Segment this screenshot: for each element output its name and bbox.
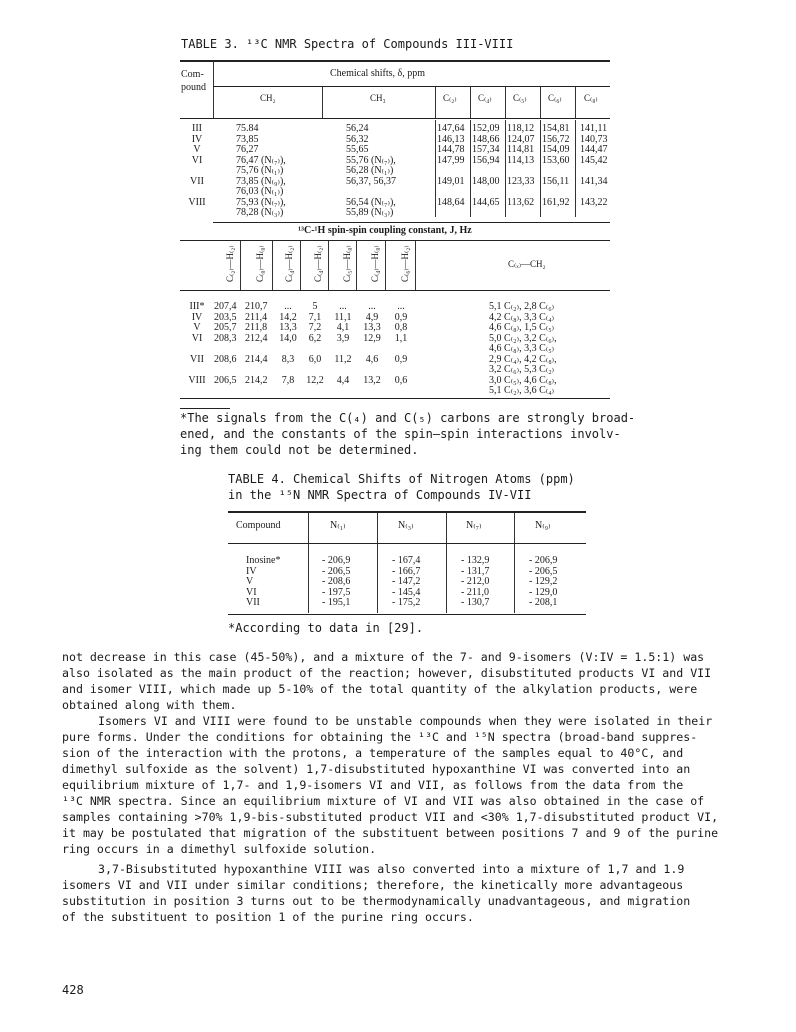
table3-bottom-rule [180, 398, 610, 399]
table4-bottom-rule [228, 614, 586, 615]
table3-compound-column: III IV V VI VII VIII [188, 123, 206, 208]
body-para1-line-4: obtained along with them. [62, 698, 237, 712]
table3-coupling-col-5: C₍₅₎—H₍₈₎ [342, 245, 352, 282]
table3-coupling-body-rule [180, 290, 610, 291]
table4-n7-column: - 132,9 - 131,7 - 212,0 - 211,0 - 130,7 [461, 555, 490, 608]
table4-divider [446, 513, 447, 613]
table3-divider [435, 120, 436, 217]
table3-divider [322, 87, 323, 118]
body-para1-line-1: not decrease in this case (45-50%), and a mixture of the 7- and 9-isomers (V:IV = 1.5:1) was [62, 650, 705, 664]
table3-j3-column: ... 14,2 13,3 14,0 8,3 7,8 [279, 301, 297, 386]
table3-divider [575, 87, 576, 118]
table4-n9-column: - 206,9 - 206,5 - 129,2 - 129,0 - 208,1 [529, 555, 558, 608]
table3-divider [435, 87, 436, 118]
table4-col-n3: N₍₃₎ [398, 520, 414, 531]
table3-c2-column: 147,64 146,13 144,78 147,99 149,01 148,64 [437, 123, 465, 208]
table3-divider [213, 61, 214, 118]
table3-coupling-compound-column: III* IV V VI VII VIII [188, 301, 206, 386]
table4-n3-column: - 167,4 - 166,7 - 147,2 - 145,4 - 175,2 [392, 555, 421, 608]
table3-top-rule [180, 60, 610, 62]
table4-col-n9: N₍₉₎ [535, 520, 551, 531]
table3-j5-column: ... 11,1 4,1 3,9 11,2 4,4 [334, 301, 352, 386]
table4-col-n7: N₍₇₎ [466, 520, 482, 531]
table3-divider [300, 241, 301, 290]
table3-c4-column: 152,09 148,66 157,34 156,94 148,00 144,65 [472, 123, 500, 208]
table3-footnote-line-3: ing them could not be determined. [180, 443, 419, 457]
table3-caption: TABLE 3. ¹³C NMR Spectra of Compounds III-VIII [181, 37, 514, 51]
table3-coupling-col-6: C₍₄₎—H₍₈₎ [370, 245, 380, 282]
body-para3-line-4: of the substituent to position 1 of the purine ring occurs. [62, 910, 474, 924]
table3-divider [540, 120, 541, 217]
table3-divider [356, 241, 357, 290]
body-para2-line-7: samples containing >70% 1,9-bis-substituted product VII and <30% 1,7-disubstituted product VI, [62, 810, 719, 824]
table4-caption-line-2: in the ¹⁵N NMR Spectra of Compounds IV-VII [228, 488, 532, 502]
table4-divider [514, 513, 515, 613]
table3-j7-column: ... 0,9 0,8 1,1 0,9 0,6 [394, 301, 408, 386]
table3-divider [415, 241, 416, 290]
body-para2-line-8: it may be postulated that migration of the substituent between positions 7 and 9 of the purine [62, 826, 719, 840]
page-number: 428 [62, 983, 84, 997]
table4-caption-line-1: TABLE 4. Chemical Shifts of Nitrogen Atoms (ppm) [228, 472, 575, 486]
table3-col-c8: C₍₈₎ [584, 93, 598, 103]
table3-divider [470, 120, 471, 217]
table4-col-n1: N₍₁₎ [330, 520, 346, 531]
table4-compound-column: Inosine* IV V VI VII [246, 555, 281, 608]
table3-j4-column: 5 7,1 7,2 6,2 6,0 12,2 [306, 301, 324, 386]
table3-c6-column: 154,81 156,72 154,09 153,60 156,11 161,92 [542, 123, 570, 208]
table3-coupling-title: ¹³C-¹H spin-spin coupling constant, J, Hz [298, 225, 472, 236]
table3-divider [272, 241, 273, 290]
table3-subheader-rule [213, 86, 610, 87]
table4-divider [377, 513, 378, 613]
table3-header-compound: Com- pound [181, 69, 206, 93]
body-para2-line-6: ¹³C NMR spectra. Since an equilibrium mixture of VI and VII was also obtained in the case of [62, 794, 705, 808]
table3-j1-column: 207,4 203,5 205,7 208,3 208,6 206,5 [214, 301, 237, 386]
table3-cch2-column: 5,1 C₍₂₎, 2,8 C₍₆₎ 4,2 C₍₈₎, 3,3 C₍₄₎ 4,6 C₍₈₎, 1,5 C₍₅₎ 5,0 C₍₂₎, 3,2 C₍₆₎, 4,6 C₍₈₎, 3,3 C₍₅₎ 2,9 C₍₄₎, 4,2 C₍₈₎, 3,2 C₍₆₎, 5,3 C₍₂₎ 3,0 C₍₅₎, 4,6 C₍₈₎, 5,1 C₍₂₎, 3,6 C₍₄₎ [489, 301, 557, 396]
table4-header-rule [228, 543, 586, 544]
table3-divider [328, 241, 329, 290]
table3-coupling-col-3: C₍₄₎—H₍₂₎ [284, 245, 294, 282]
table3-footnote-line-2: ened, and the constants of the spin—spin interactions involv- [180, 427, 621, 441]
table3-coupling-col-2: C₍₈₎—H₍₈₎ [255, 245, 265, 282]
table4-divider [308, 513, 309, 613]
table4-n1-column: - 206,9 - 206,5 - 208,6 - 197,5 - 195,1 [322, 555, 351, 608]
table3-header-rule [180, 118, 610, 119]
table3-col-c5: C₍₅₎ [513, 93, 527, 103]
table3-footnote-rule [180, 408, 230, 409]
table3-ch2-column: 75.84 73,85 76,27 76,47 (N₍₇₎), 75,76 (N₍₁₎) 73,85 (N₍₉₎), 76,03 (N₍₁₎) 75,93 (N₍₇₎), 78,28 (N₍₃₎) [236, 123, 286, 218]
body-para2-line-9: ring occurs in a dimethyl sulfoxide solution. [62, 842, 377, 856]
table3-divider [575, 120, 576, 217]
table3-col-ch2: CH₂ [260, 93, 276, 103]
table3-divider [505, 120, 506, 217]
table3-divider [385, 241, 386, 290]
table4-footnote: *According to data in [29]. [228, 621, 424, 635]
body-para2-line-5: equilibrium mixture of 1,7- and 1,9-isomers VI and VII, as follows from the data from the [62, 778, 684, 792]
table3-col-c2: C₍₂₎ [443, 93, 457, 103]
table3-footnote-line-1: *The signals from the C(₄) and C(₅) carbons are strongly broad- [180, 411, 636, 425]
body-para2-line-2: pure forms. Under the conditions for obtaining the ¹³C and ¹⁵N spectra (broad-band suppres- [62, 730, 698, 744]
table3-coupling-col-4: C₍₄₎—H₍₂₎ [313, 245, 323, 282]
table3-c5-column: 118,12 124,07 114,81 114,13 123,33 113,62 [507, 123, 535, 208]
body-para1-line-3: and isomer VIII, which made up 5-10% of the total quantity of the alkylation products, were [62, 682, 698, 696]
table4-col-compound: Compound [236, 520, 281, 531]
body-para2-line-3: sion of the interaction with the protons, a temperature of the samples equal to 40°C, and [62, 746, 684, 760]
table3-divider [505, 87, 506, 118]
table3-coupling-col-1: C₍₂₎—H₍₂₎ [225, 245, 235, 282]
table3-divider [240, 241, 241, 290]
table4-top-rule [228, 511, 586, 513]
table3-ch3-column: 56,24 56,32 55,65 55,76 (N₍₇₎), 56,28 (N₍₁₎) 56,37, 56,37 56,54 (N₍₇₎), 55,89 (N₍₃₎) [346, 123, 396, 218]
table3-coupling-rule [213, 222, 610, 223]
table3-divider [470, 87, 471, 118]
table3-col-c6: C₍₆₎ [548, 93, 562, 103]
table3-coupling-col-cch2: C₍ₓ₎—CH₂ [508, 259, 546, 269]
body-para2-line-4: dimethyl sulfoxide as the solvent) 1,7-disubstituted hypoxanthine VI was converted into an [62, 762, 691, 776]
table3-col-c4: C₍₄₎ [478, 93, 492, 103]
body-para2-line-1: Isomers VI and VIII were found to be unstable compounds when they were isolated in their [98, 714, 713, 728]
table3-j6-column: ... 4,9 13,3 12,9 4,6 13,2 [363, 301, 381, 386]
table3-coupling-header-rule [180, 240, 610, 241]
table3-j2-column: 210,7 211,4 211,8 212,4 214,4 214,2 [245, 301, 268, 386]
body-para3-line-1: 3,7-Bisubstituted hypoxanthine VIII was also converted into a mixture of 1,7 and 1.9 [98, 862, 685, 876]
body-para1-line-2: also isolated as the main product of the reaction; however, disubstituted products VI and VII [62, 666, 712, 680]
table3-col-ch3: CH₃ [370, 93, 386, 103]
table3-divider [540, 87, 541, 118]
table3-c8-column: 141,11 140,73 144,47 145,42 141,34 143,22 [580, 123, 608, 208]
body-para3-line-2: isomers VI and VII under similar conditions; therefore, the kinetically more advantageous [62, 878, 684, 892]
table3-coupling-col-7: C₍₆₎—H₍₂₎ [400, 245, 410, 282]
table3-header-shifts: Chemical shifts, δ, ppm [330, 68, 425, 79]
body-para3-line-3: substitution in position 3 turns out to be thermodynamically unadvantageous, and migration [62, 894, 691, 908]
